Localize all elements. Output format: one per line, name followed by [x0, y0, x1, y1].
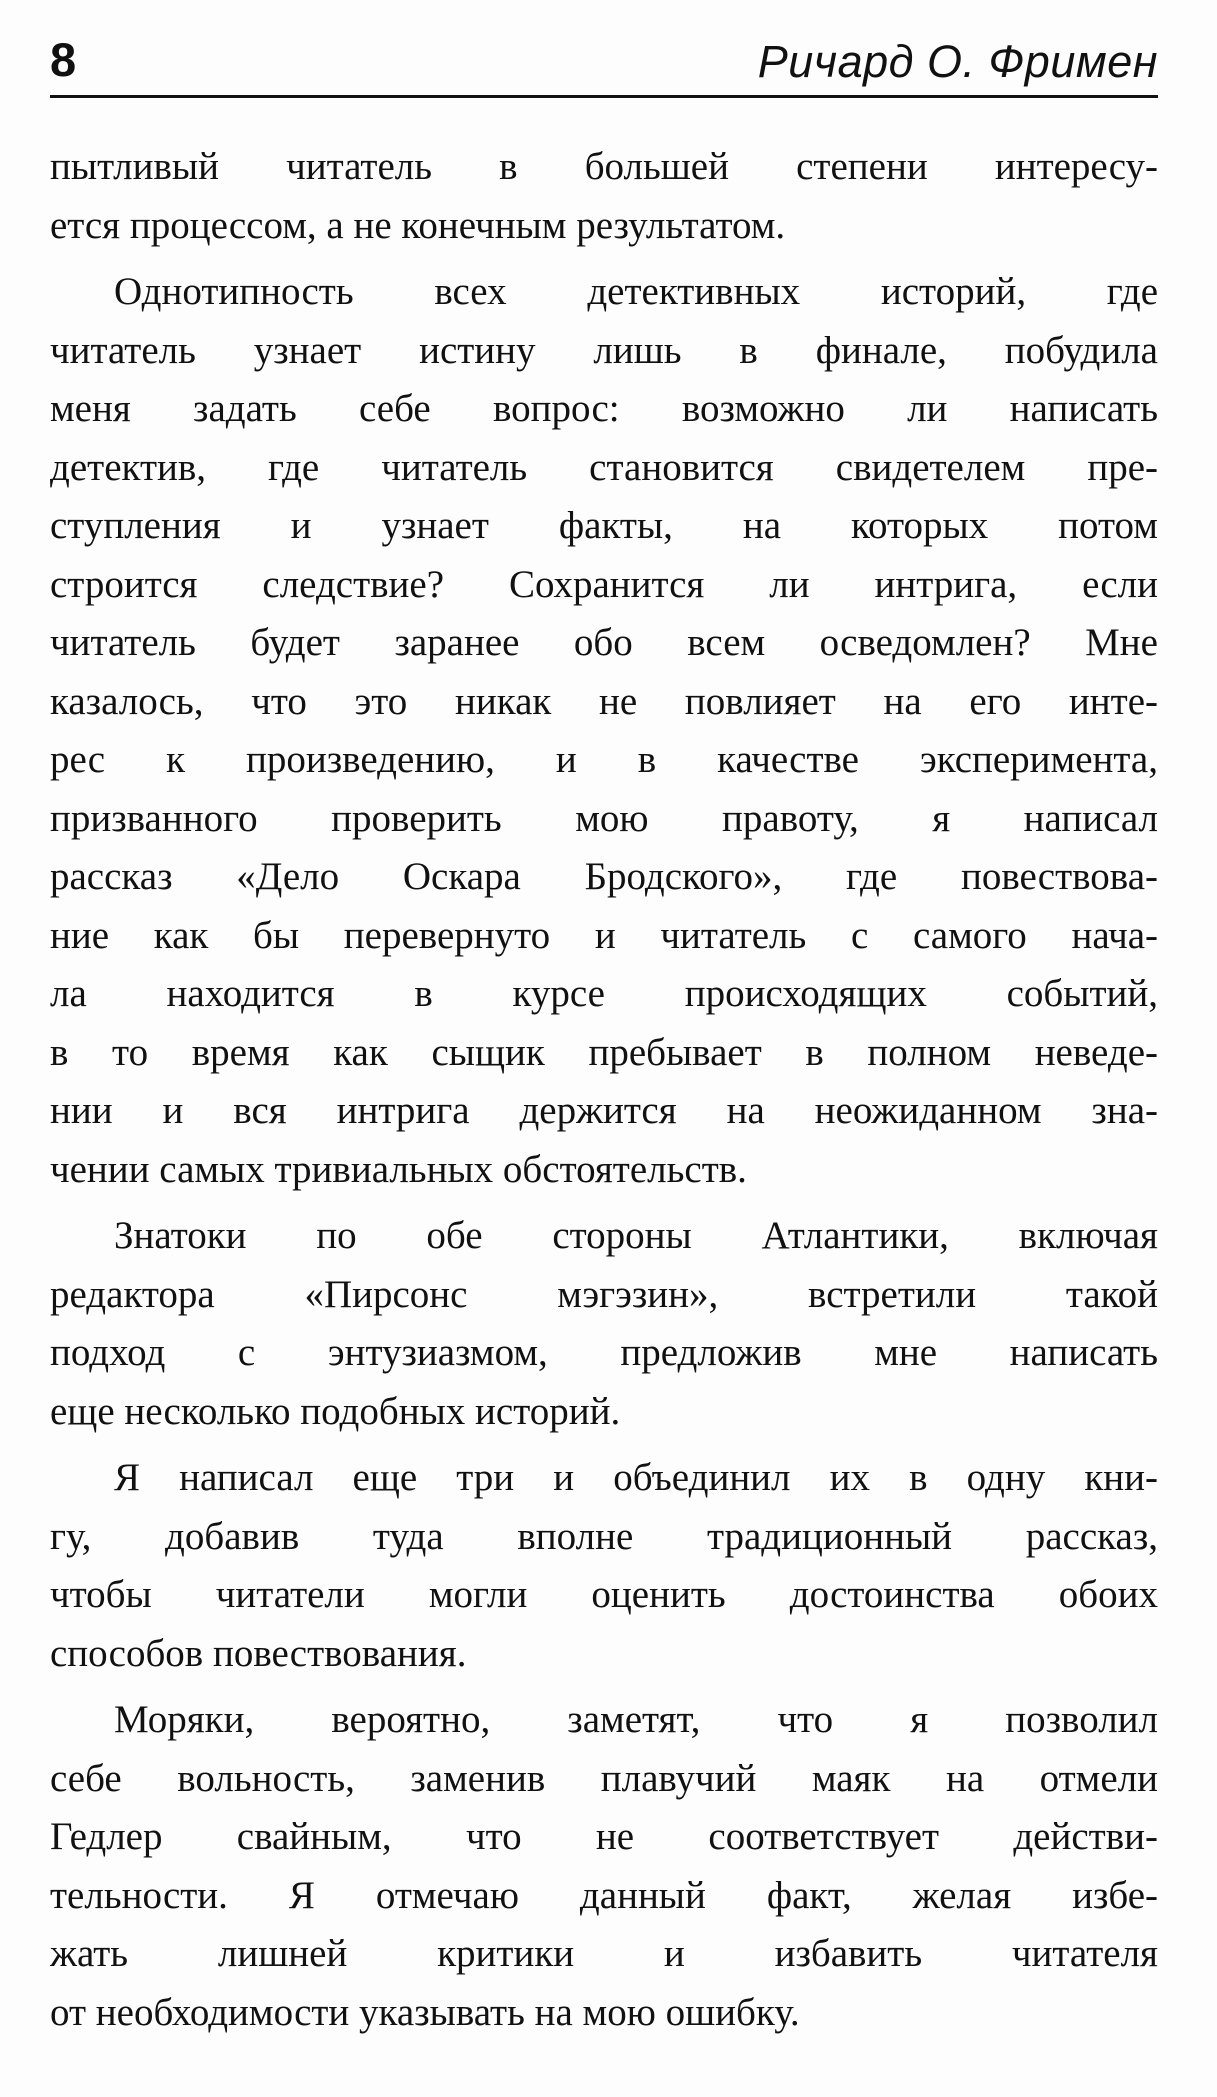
- text-line: призванного проверить мою правоту, я написал: [50, 796, 1158, 840]
- paragraph: [50, 1691, 1158, 2042]
- body-text: [50, 138, 1158, 2042]
- text-line: подход с энтузиазмом, предложив мне написать: [50, 1331, 1158, 1374]
- text-line: себе вольность, заменив плавучий маяк на отмели: [50, 1756, 1158, 1800]
- text-line: Я написал еще три и объединил их в одну кни-: [114, 1456, 1158, 1499]
- text-line: нии и вся интрига держится на неожиданном зна-: [50, 1089, 1158, 1132]
- running-head-author: Ричард О. Фримен: [757, 36, 1158, 87]
- paragraph: [50, 138, 1158, 255]
- text-line: казалось, что это никак не повлияет на его инте-: [50, 679, 1158, 723]
- text-line: меня задать себе вопрос: возможно ли написать: [50, 387, 1158, 430]
- text-line: рассказ «Дело Оскара Бродского», где повествова-: [50, 855, 1158, 898]
- text-line: пытливый читатель в большей степени интересу-: [50, 145, 1158, 188]
- page-header: [50, 24, 1158, 98]
- text-line: ется процессом, а не конечным результатом.: [50, 203, 786, 247]
- text-line: читатель будет заранее обо всем осведомлен? Мне: [50, 621, 1158, 664]
- header-rule: [50, 95, 1158, 98]
- text-line: жать лишней критики и избавить читателя: [50, 1932, 1158, 1975]
- text-line: Моряки, вероятно, заметят, что я позволил: [114, 1698, 1158, 1741]
- text-line: ние как бы перевернуто и читатель с самого нача-: [50, 913, 1158, 957]
- text-line: рес к произведению, и в качестве эксперимента,: [50, 738, 1158, 781]
- text-line: тельности. Я отмечаю данный факт, желая избе-: [50, 1873, 1158, 1917]
- paragraph: [50, 1207, 1158, 1441]
- text-line: еще несколько подобных историй.: [50, 1389, 621, 1433]
- text-line: читатель узнает истину лишь в финале, побудила: [50, 328, 1158, 372]
- text-line: детектив, где читатель становится свидетелем пре-: [50, 445, 1158, 489]
- page-number: 8: [50, 33, 77, 86]
- text-line: Знатоки по обе стороны Атлантики, включая: [114, 1214, 1158, 1257]
- text-line: редактора «Пирсонс мэгэзин», встретили такой: [50, 1272, 1158, 1316]
- paragraph: [50, 1449, 1158, 1683]
- text-line: ла находится в курсе происходящих событий,: [50, 972, 1158, 1015]
- text-line: способов повествования.: [50, 1631, 467, 1675]
- text-line: Однотипность всех детективных историй, где: [114, 270, 1158, 313]
- paragraph: [50, 263, 1158, 1199]
- text-line: гу, добавив туда вполне традиционный рассказ,: [50, 1514, 1158, 1558]
- text-line: в то время как сыщик пребывает в полном неведе-: [50, 1030, 1158, 1074]
- text-line: чтобы читатели могли оценить достоинства обоих: [50, 1573, 1158, 1616]
- text-line: от необходимости указывать на мою ошибку.: [50, 1990, 800, 2034]
- text-line: чении самых тривиальных обстоятельств.: [50, 1147, 747, 1191]
- text-line: строится следствие? Сохранится ли интрига, если: [50, 562, 1158, 606]
- text-line: ступления и узнает факты, на которых потом: [50, 504, 1158, 547]
- text-line: Гедлер свайным, что не соответствует действи-: [50, 1815, 1158, 1858]
